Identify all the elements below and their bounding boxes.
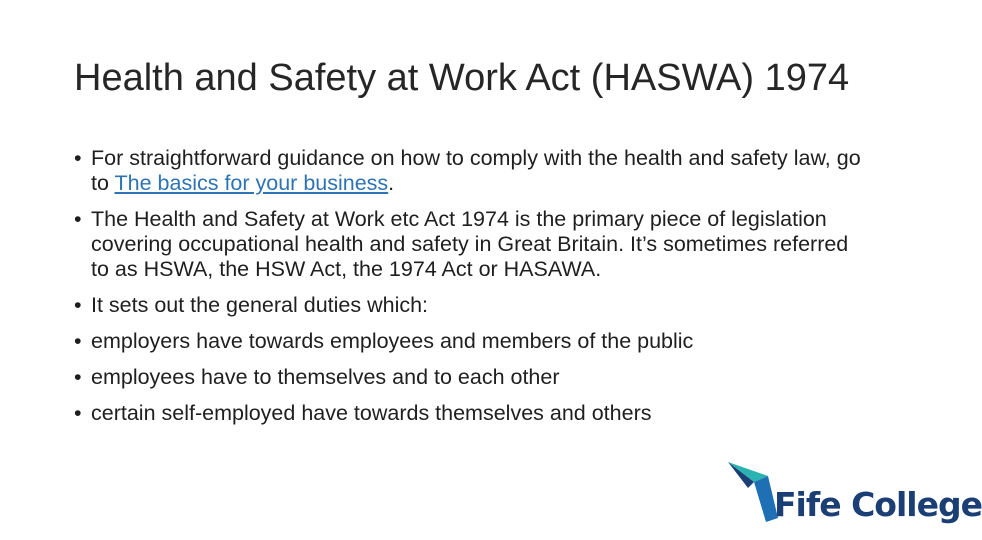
basics-for-your-business-link[interactable]: The basics for your business bbox=[114, 171, 389, 195]
bullet-text: For straightforward guidance on how to comply with the health and safety law, go to bbox=[91, 146, 861, 195]
bullet-item-act-description bbox=[74, 207, 864, 282]
bullet-item-employers bbox=[74, 329, 864, 354]
bullet-text: employees have to themselves and to each other bbox=[91, 365, 560, 389]
bullet-text-end: . bbox=[388, 171, 395, 195]
fife-college-logo bbox=[728, 462, 982, 532]
bullet-item-self-employed bbox=[74, 401, 864, 426]
bullet-text: The Health and Safety at Work etc Act 1974 is the primary piece of legislation covering occupational health and safety in Great Britain. It’s sometimes referred to as HSWA, the HSW Act, the 1974 Act or HASAWA. bbox=[91, 207, 849, 281]
bullet-text: It sets out the general duties which: bbox=[91, 293, 429, 317]
bullet-text: certain self-employed have towards themselves and others bbox=[91, 401, 652, 425]
bullet-item-guidance bbox=[74, 146, 864, 196]
fife-college-logo-text: Fife College bbox=[774, 485, 982, 524]
bullet-item-general-duties bbox=[74, 293, 864, 318]
fife-college-logo-mark-icon bbox=[728, 462, 780, 524]
slide-title: Health and Safety at Work Act (HASWA) 1974 bbox=[74, 57, 850, 99]
bullet-list bbox=[74, 146, 864, 437]
bullet-text: employers have towards employees and members of the public bbox=[91, 329, 694, 353]
bullet-item-employees bbox=[74, 365, 864, 390]
